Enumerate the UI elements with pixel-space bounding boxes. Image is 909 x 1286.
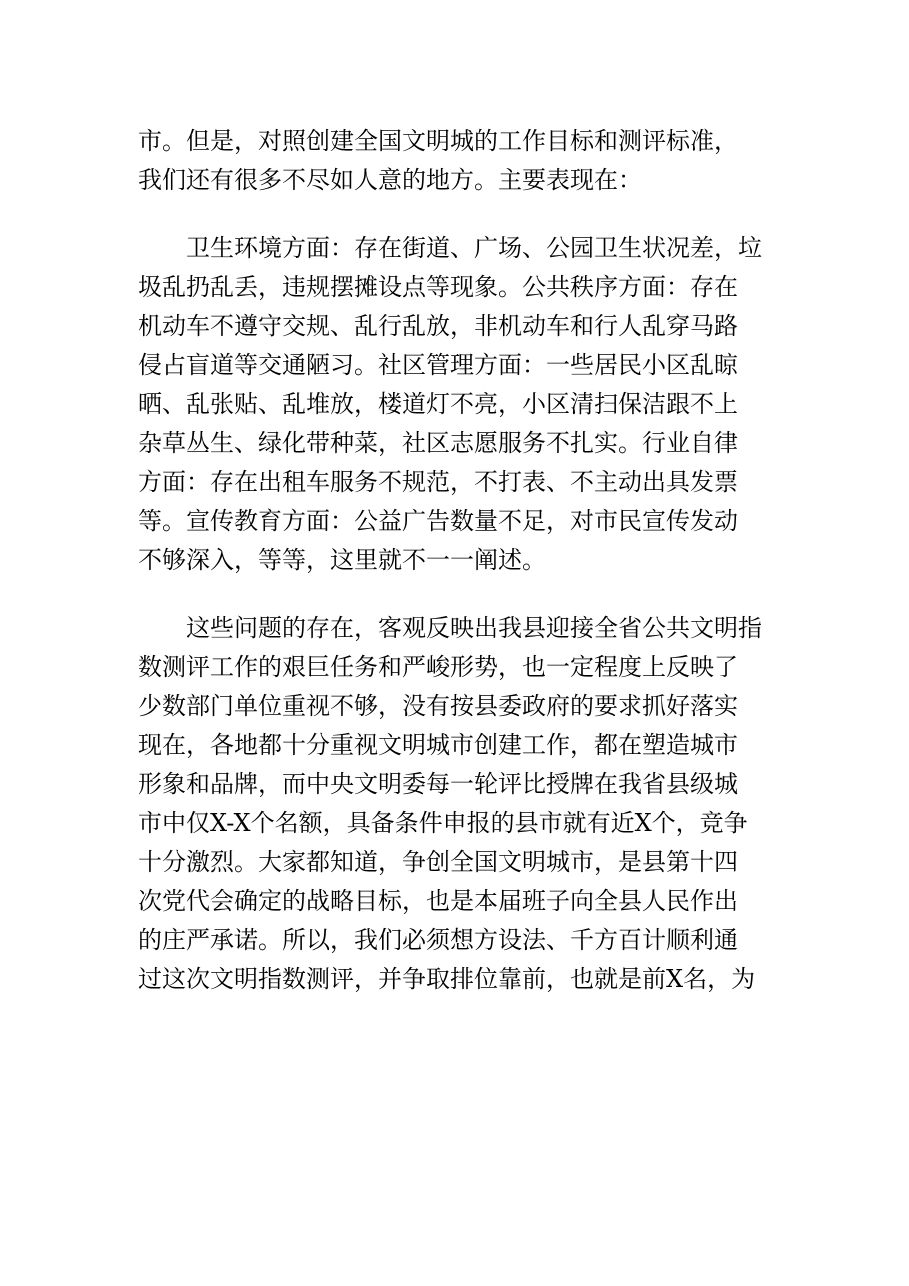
text-line: 机动车不遵守交规、乱行乱放，非机动车和行人乱穿马路 [138,312,738,340]
text-line: 过这次文明指数测评，并争取排位靠前，也就是前X名，为 [138,965,756,993]
text-line: 市中仅X-X个名额，具备条件申报的县市就有近X个，竞争 [138,809,748,837]
text-line: 少数部门单位重视不够，没有按县委政府的要求抓好落实 [138,692,738,720]
text-line: 现在，各地都十分重视文明城市创建工作，都在塑造城市 [138,731,738,759]
paragraph-analysis [138,609,778,999]
text-line: 十分激烈。大家都知道，争创全国文明城市，是县第十四 [138,848,738,876]
text-line: 等。宣传教育方面：公益广告数量不足，对市民宣传发动 [138,507,738,535]
text-line: 卫生环境方面：存在街道、广场、公园卫生状况差，垃 [138,234,762,262]
text-line: 圾乱扔乱丢，违规摆摊设点等现象。公共秩序方面：存在 [138,273,738,301]
document-body [138,122,778,999]
text-line: 这些问题的存在，客观反映出我县迎接全省公共文明指 [138,614,762,642]
paragraph-gap [138,580,778,609]
text-line: 晒、乱张贴、乱堆放，楼道灯不亮，小区清扫保洁跟不上 [138,390,738,418]
paragraph-problems [138,229,778,580]
text-line: 不够深入，等等，这里就不一一阐述。 [138,546,546,574]
text-line: 形象和品牌，而中央文明委每一轮评比授牌在我省县级城 [138,770,738,798]
text-line: 杂草丛生、绿化带种菜，社区志愿服务不扎实。行业自律 [138,429,738,457]
text-line: 侵占盲道等交通陋习。社区管理方面：一些居民小区乱晾 [138,351,738,379]
text-line: 的庄严承诺。所以，我们必须想方设法、千方百计顺利通 [138,926,738,954]
paragraph-intro [138,122,778,200]
text-line: 我们还有很多不尽如人意的地方。主要表现在： [138,166,642,194]
text-line: 方面：存在出租车服务不规范，不打表、不主动出具发票 [138,468,738,496]
paragraph-gap [138,200,778,229]
text-line: 市。但是，对照创建全国文明城的工作目标和测评标准， [138,127,738,155]
text-line: 次党代会确定的战略目标，也是本届班子向全县人民作出 [138,887,738,915]
text-line: 数测评工作的艰巨任务和严峻形势，也一定程度上反映了 [138,653,738,681]
